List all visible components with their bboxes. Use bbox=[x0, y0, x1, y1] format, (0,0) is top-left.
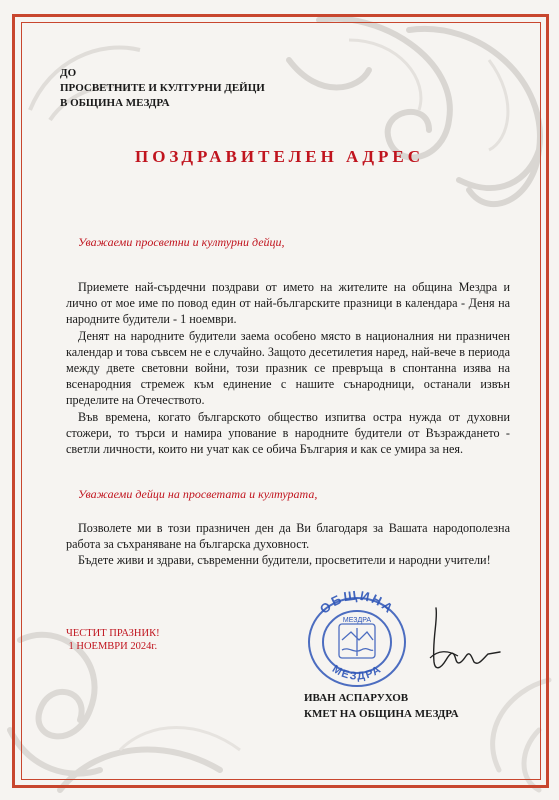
paragraph: Денят на народните будители заема особено място в националния ни празничен календар и това съвсем не е случайно. Защото десетилетия наред, най-вече в периода между двете световни войни, този празник се превръща в спонтанна изява на всенародния стремеж към единение с нашите сънародници, останали извън пределите на Отечеството. bbox=[66, 328, 510, 408]
greeting-2: Уважаеми дейци на просветата и културата, bbox=[78, 487, 318, 501]
addressee-line-3: В ОБЩИНА МЕЗДРА bbox=[60, 97, 170, 109]
closing-date: 1 НОЕМВРИ 2024г. bbox=[68, 641, 158, 652]
signer-block bbox=[304, 690, 459, 722]
addressee-line-2: ПРОСВЕТНИТЕ И КУЛТУРНИ ДЕЙЦИ bbox=[60, 82, 265, 94]
svg-text:МЕЗДРА bbox=[330, 663, 384, 683]
greeting-1: Уважаеми просветни и културни дейци, bbox=[78, 235, 285, 249]
svg-text:ОБЩИНА bbox=[317, 590, 398, 617]
body-section-1 bbox=[66, 279, 510, 457]
addressee-line-1: ДО bbox=[60, 67, 77, 79]
document-title: ПОЗДРАВИТЕЛЕН АДРЕС bbox=[134, 147, 425, 166]
closing-line-1: ЧЕСТИТ ПРАЗНИК! bbox=[66, 628, 160, 639]
paragraph: Бъдете живи и здрави, съвременни будители, просветители и народни учители! bbox=[78, 553, 491, 568]
stamp-top-text: ОБЩИНА bbox=[316, 590, 398, 617]
addressee-block bbox=[60, 66, 265, 111]
stamp-inner-text: МЕЗДРА bbox=[342, 617, 372, 624]
signer-name: ИВАН АСПАРУХОВ bbox=[304, 692, 409, 704]
paragraph: Във времена, когато българското общество изпитва остра нужда от духовни стожери, то търси и намира упование в народните будители от Възраждането - светли личности, които ни учат как се обича България и как се умира за нея. bbox=[66, 409, 510, 457]
paragraph: Позволете ми в този празничен ден да Ви благодаря за Вашата народополезна работа за съхраняване на българска духовност. bbox=[66, 521, 510, 552]
signature bbox=[418, 600, 508, 680]
body-section-2 bbox=[66, 520, 510, 569]
stamp-bottom-text: МЕЗДРА bbox=[329, 663, 385, 683]
paragraph: Приемете най-сърдечни поздрави от името на жителите на община Мездра и лично от мое име по повод един от най-българските празници в календара - Деня на народните будители - 1 ноември. bbox=[66, 280, 510, 327]
municipal-stamp bbox=[299, 590, 415, 688]
closing-block bbox=[66, 627, 160, 653]
signer-position: КМЕТ НА ОБЩИНА МЕЗДРА bbox=[304, 708, 459, 720]
